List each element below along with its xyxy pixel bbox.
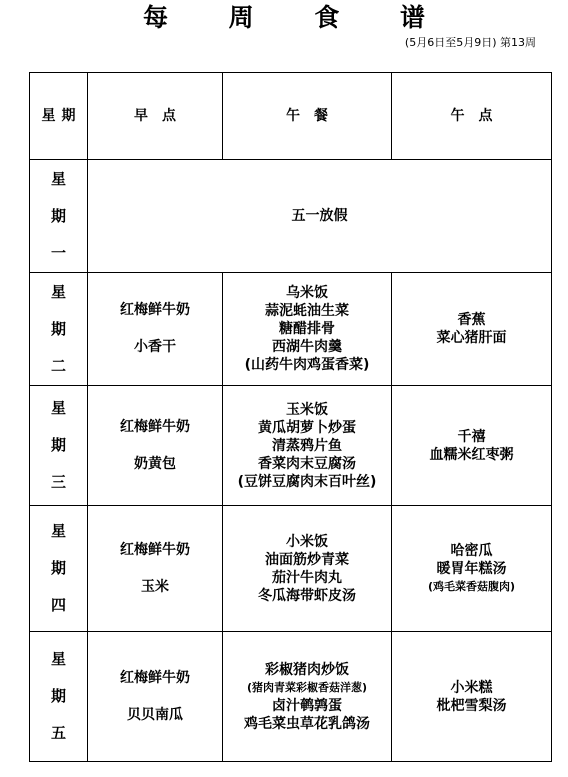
menu-item: 哈密瓜 bbox=[450, 542, 493, 559]
menu-item: 油面筋炒青菜 bbox=[265, 551, 349, 568]
menu-item: 蒜泥蚝油生菜 bbox=[265, 303, 349, 319]
header-day: 星期 bbox=[30, 73, 88, 160]
menu-item: 小香干 bbox=[134, 339, 176, 355]
menu-item: (豆饼豆腐肉末百叶丝) bbox=[237, 473, 377, 490]
page-title: 每 周 食 谱 bbox=[142, 3, 452, 32]
header-snack: 午点 bbox=[392, 73, 552, 160]
menu-item: 小米糕 bbox=[450, 679, 493, 696]
menu-item: 乌米饭 bbox=[286, 285, 328, 301]
menu-item: 小米饭 bbox=[286, 533, 328, 550]
snack-tuesday bbox=[392, 273, 552, 386]
day-cell-friday: 星 期 五 bbox=[30, 632, 88, 762]
date-range-week: (5月6日至5月9日) 第13周 bbox=[404, 36, 536, 49]
menu-item-note: (猪肉青菜彩椒香菇洋葱) bbox=[246, 680, 368, 694]
row-tuesday bbox=[30, 273, 552, 386]
menu-item: 菜心猪肝面 bbox=[436, 330, 507, 346]
breakfast-tuesday bbox=[88, 273, 223, 386]
header-row bbox=[30, 73, 552, 160]
day-cell-monday: 星 期 一 bbox=[30, 160, 88, 273]
menu-item: 彩椒猪肉炒饭 bbox=[265, 661, 349, 678]
menu-item: 冬瓜海带虾皮汤 bbox=[258, 587, 356, 604]
header-breakfast: 早点 bbox=[88, 73, 223, 160]
lunch-friday bbox=[223, 632, 392, 762]
breakfast-friday bbox=[88, 632, 223, 762]
menu-item: 茄汁牛肉丸 bbox=[272, 569, 342, 586]
menu-item: 贝贝南瓜 bbox=[127, 706, 183, 723]
menu-item: 清蒸鸦片鱼 bbox=[272, 437, 342, 454]
lunch-wednesday bbox=[223, 386, 392, 506]
menu-item: 红梅鲜牛奶 bbox=[120, 541, 190, 558]
row-wednesday bbox=[30, 386, 552, 506]
menu-item: 玉米饭 bbox=[286, 401, 328, 418]
menu-item: 糖醋排骨 bbox=[279, 321, 335, 337]
day-cell-tuesday: 星 期 二 bbox=[30, 273, 88, 386]
menu-item: 香蕉 bbox=[457, 312, 486, 328]
weekly-menu-table bbox=[29, 72, 552, 762]
menu-item: 红梅鲜牛奶 bbox=[120, 669, 190, 686]
row-friday bbox=[30, 632, 552, 762]
menu-item: 血糯米红枣粥 bbox=[429, 446, 514, 463]
menu-item: 黄瓜胡萝卜炒蛋 bbox=[258, 419, 356, 436]
menu-item: 鸡毛菜虫草花乳鸽汤 bbox=[244, 715, 370, 732]
menu-item: 红梅鲜牛奶 bbox=[120, 418, 190, 435]
snack-friday bbox=[392, 632, 552, 762]
row-monday bbox=[30, 160, 552, 273]
row-thursday bbox=[30, 506, 552, 632]
menu-item: 红梅鲜牛奶 bbox=[120, 302, 190, 318]
day-cell-thursday: 星 期 四 bbox=[30, 506, 88, 632]
menu-item: (山药牛肉鸡蛋香菜) bbox=[244, 357, 370, 373]
menu-item: 千禧 bbox=[457, 428, 486, 445]
holiday-notice: 五一放假 bbox=[88, 160, 552, 273]
breakfast-thursday bbox=[88, 506, 223, 632]
lunch-tuesday bbox=[223, 273, 392, 386]
breakfast-wednesday bbox=[88, 386, 223, 506]
menu-item: 玉米 bbox=[141, 578, 169, 595]
menu-item-note: (鸡毛菜香菇腹肉) bbox=[427, 579, 516, 593]
menu-item: 香菜肉末豆腐汤 bbox=[258, 455, 356, 472]
snack-wednesday bbox=[392, 386, 552, 506]
menu-item: 卤汁鹌鹑蛋 bbox=[272, 697, 342, 714]
menu-item: 西湖牛肉羹 bbox=[272, 339, 342, 355]
menu-item: 暖胃年糕汤 bbox=[436, 560, 507, 577]
day-cell-wednesday: 星 期 三 bbox=[30, 386, 88, 506]
header-lunch: 午餐 bbox=[223, 73, 392, 160]
snack-thursday bbox=[392, 506, 552, 632]
lunch-thursday bbox=[223, 506, 392, 632]
menu-item: 枇杷雪梨汤 bbox=[436, 697, 507, 714]
menu-item: 奶黄包 bbox=[134, 455, 176, 472]
